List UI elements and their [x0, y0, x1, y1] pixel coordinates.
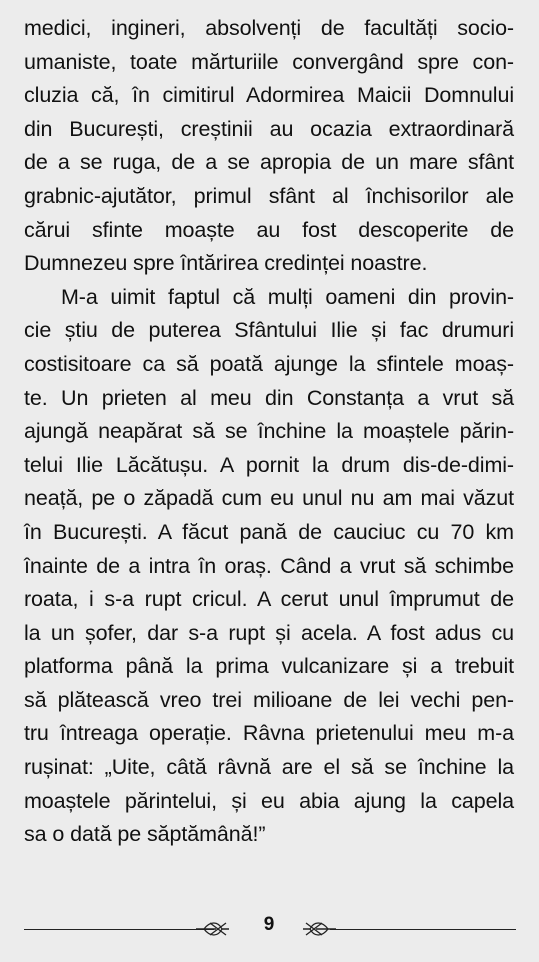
page-footer	[0, 908, 539, 948]
text-line: M-a uimit faptul că mulți oameni din provin-	[61, 284, 514, 309]
text-line: din București, creștinii au ocazia extraordinară	[24, 116, 514, 141]
text-line: să plătească vreo trei milioane de lei vechi pen-	[24, 687, 514, 712]
text-line: înainte de a intra în oraș. Când a vrut să schimbe	[24, 553, 514, 578]
text-line: te. Un prieten al meu din Constanța a vrut să	[24, 385, 514, 410]
text-line: grabnic-ajutător, primul sfânt al închisorilor ale	[24, 183, 514, 208]
text-line: rușinat: „Uite, câtă râvnă are el să se închine la	[24, 755, 514, 780]
text-line: moaștele părintelui, și eu abia ajung la capela	[24, 788, 514, 813]
text-line: Dumnezeu spre întărirea credinței noastre.	[24, 251, 428, 276]
body-text	[24, 12, 514, 852]
flourish-ornament-icon	[196, 919, 230, 944]
text-line: sa o dată pe săptămână!”	[24, 822, 266, 847]
footer-rule-right	[330, 929, 516, 930]
text-line: cărui sfinte moaște au fost descoperite de	[24, 217, 514, 242]
footer-rule-left	[24, 929, 214, 930]
text-line: platforma până la prima vulcanizare și a trebuit	[24, 654, 514, 679]
text-line: roata, i s-a rupt cricul. A cerut unul împrumut de	[24, 587, 514, 612]
text-line: medici, ingineri, absolvenți de facultăți socio-	[24, 16, 514, 40]
flourish-ornament-icon	[302, 919, 336, 944]
text-line: telui Ilie Lăcătușu. A pornit la drum dis-de-dimi-	[24, 452, 514, 477]
text-line: de a se ruga, de a se apropia de un mare sfânt	[24, 150, 514, 175]
text-line: umaniste, toate mărturiile convergând spre con-	[24, 49, 514, 74]
text-line: tru întreaga operație. Râvna prietenului meu m-a	[24, 721, 514, 746]
text-line: în București. A făcut pană de cauciuc cu 70 km	[24, 519, 514, 544]
text-line: cie știu de puterea Sfântului Ilie și fac drumuri	[24, 318, 514, 343]
text-line: neață, pe o zăpadă cum eu unul nu am mai văzut	[24, 486, 514, 511]
text-line: costisitoare ca să poată ajunge la sfintele moaș-	[24, 351, 514, 376]
page-number: 9	[263, 914, 275, 935]
text-line: ajungă neapărat să se închine la moaștele părin-	[24, 419, 514, 444]
text-line: cluzia că, în cimitirul Adormirea Maicii Domnului	[24, 83, 514, 108]
text-line: la un șofer, dar s-a rupt și acela. A fost adus cu	[24, 620, 514, 645]
